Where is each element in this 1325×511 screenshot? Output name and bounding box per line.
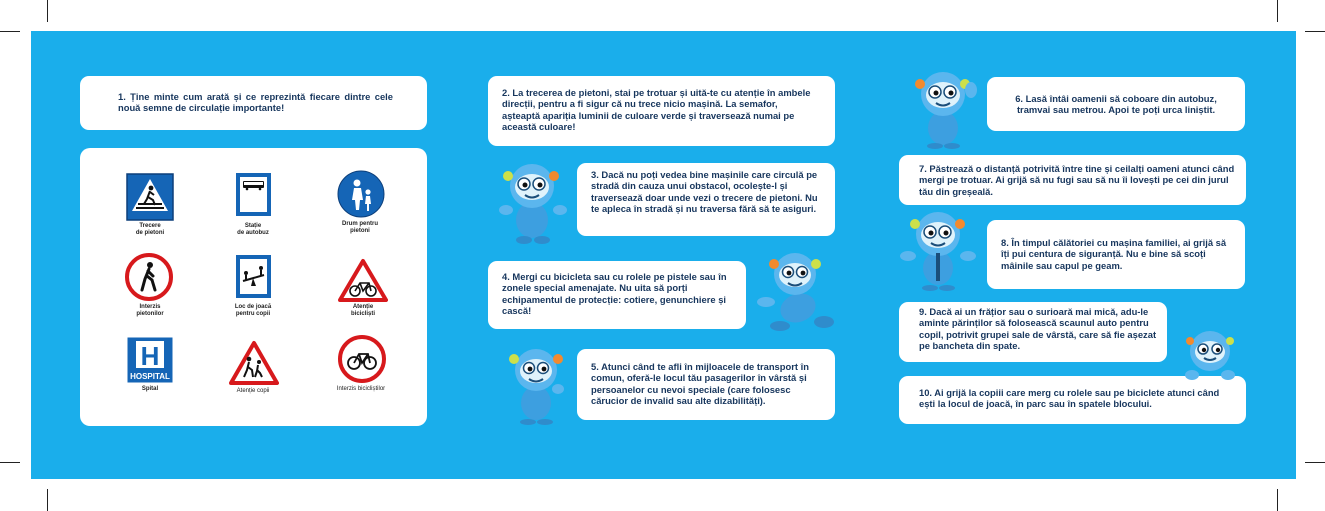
caption-line: pietonilor [136,311,164,317]
robot-mascot-icon [1180,327,1240,381]
caption-line: de pietoni [135,230,165,236]
robot-mascot-icon [905,68,985,150]
caption-line: de autobuz [237,230,269,236]
crop-mark [0,462,20,463]
tip-text-6: 6. Lasă întâi oamenii să coboare din autobuz, tramvai sau metrou. Apoi te poți urca liniștit. [1015,93,1217,116]
caption-line: pietoni [350,228,370,234]
crop-mark [0,31,20,32]
hospital-sign-icon [126,336,174,384]
bicycles-warning-sign-icon [338,258,388,303]
crop-mark [1305,31,1325,32]
caption-line: Interzis [139,304,161,310]
caption-line: bicicliști [350,311,375,317]
tip-card-9 [899,302,1167,362]
crop-mark [1277,0,1278,22]
no-bicycles-caption [311,386,411,393]
no-pedestrians-sign-icon [125,253,173,301]
hospital-sign-word: HOSPITAL [130,372,170,381]
children-warning-sign-icon [229,340,279,386]
crop-mark [47,489,48,511]
caption-line: Atenție [352,304,374,310]
crosswalk-sign-icon [126,173,174,221]
tip-text-7: 7. Păstrează o distanță potrivită între tine și ceilalți oameni atunci când mergi pe trotuar. Ai grijă să nu fugi sau să nu îi lovești pe cei din jurul tău din greșeală. [919,163,1235,197]
tip-text-3: 3. Dacă nu poți vedea bine mașinile care circulă pe stradă din cauza unui obstacol, ocolește-l și traversează doar unde vezi o trecere de pietoni. Nu te apleca în stradă și nu traversa fără să te asiguri. [591,169,818,215]
robot-mascot-icon [898,208,978,292]
hospital-caption [100,386,200,393]
tip-text-8: 8. În timpul călătoriei cu mașina familiei, ai grijă să îți pui centura de siguranță. Nu e bine să scoți mâinile sau capul pe geam. [1001,237,1227,271]
crop-mark [47,0,48,22]
caption-line: Stație [244,223,262,229]
tip-text-9: 9. Dacă ai un frățior sau o surioară mai mică, adu-le aminte părinților să folosească scaunul auto pentru copil, potrivit grupei sale de vârstă, care să fie așezat pe bancheta din spate. [919,306,1157,352]
tip-text-5: 5. Atunci când te afli în mijloacele de transport în comun, oferă-le locul tău pasagerilor în vârstă și persoanelor cu nevoi speciale (care folosesc cărucior de invalid sau alte dizabilități). [591,361,809,407]
pedestrian-path-sign-icon [337,170,385,218]
tip-card-1 [80,76,427,130]
tip-card-4 [488,261,746,329]
bus-stop-caption [203,223,303,237]
playground-sign-icon [235,254,272,299]
caption-line: Loc de joacă [234,304,272,310]
crop-mark [1305,462,1325,463]
tip-card-6 [987,77,1245,131]
caption-line: Drum pentru [342,221,378,227]
tip-text-1: 1. Ține minte cum arată și ce reprezintă fiecare dintre cele nouă semne de circulație importante! [118,91,393,114]
caption-line: pentru copii [235,311,271,317]
bus-stop-sign-icon [235,172,272,217]
children-caption [203,388,303,395]
tip-text-4: 4. Mergi cu bicicleta sau cu rolele pe pistele sau în zonele special amenajate. Nu uita să porți echipamentul de protecție: cotiere, genunchiere și cască! [502,271,727,317]
tip-card-10 [899,376,1246,424]
caption-line: Spital [141,386,159,392]
tip-card-8 [987,220,1245,289]
robot-mascot-icon [750,250,840,334]
caption-line: Trecere [139,223,161,229]
tip-card-7 [899,155,1246,205]
caption-line: Interzis bicicliștilor [336,386,386,392]
caption-line: Atenție copii [236,388,270,394]
no-pedestrians-caption [100,304,200,318]
crop-mark [1277,489,1278,511]
no-bicycles-sign-icon [338,335,386,383]
robot-mascot-icon [498,345,574,425]
tip-card-2 [488,76,835,146]
robot-mascot-icon [494,160,572,244]
tip-card-5 [577,349,835,420]
tip-card-3 [577,163,835,236]
tip-text-2: 2. La trecerea de pietoni, stai pe trotuar și uită-te cu atenție în ambele direcții, pentru a fi sigur că nu trece nicio mașină. La semafor, așteaptă apariția luminii de culoare verde și traversează numai pe această culoare! [502,87,811,133]
crosswalk-caption [100,223,200,237]
playground-caption [203,304,303,318]
tip-text-10: 10. Ai grijă la copiii care merg cu rolele sau pe biciclete atunci când ești la locul de joacă, în parc sau în spatele blocului. [919,387,1220,410]
bicycles-caption [313,304,413,318]
hospital-sign-letter: H [140,341,160,371]
pedestrian-path-caption [310,221,410,235]
